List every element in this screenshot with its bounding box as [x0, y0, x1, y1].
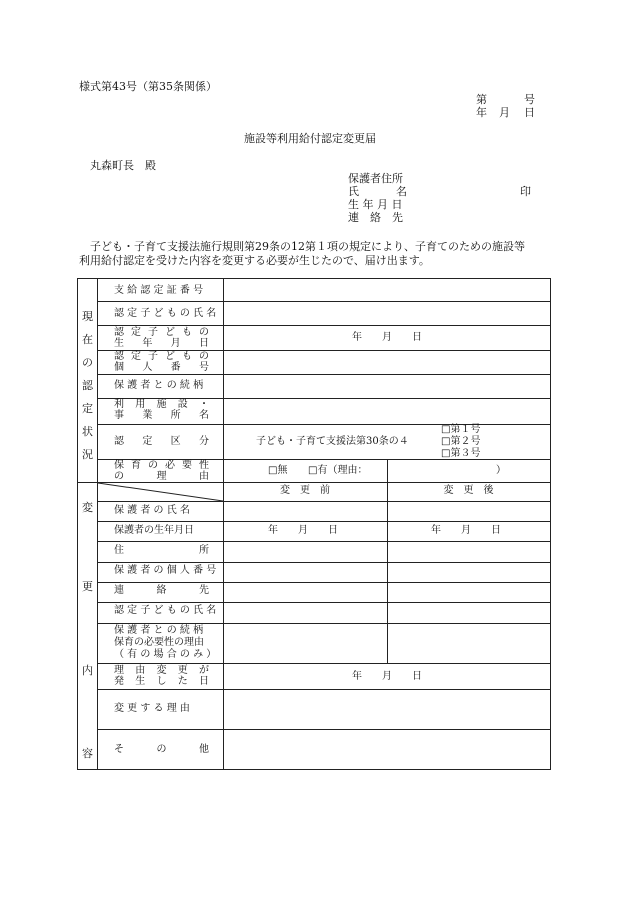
side-label-current-6: 状	[82, 425, 93, 438]
label-child-birth-line1: 認 定 子 ど も の	[114, 327, 209, 338]
label-child-id-line2: 個 人 番 号	[114, 362, 209, 373]
checkbox-category-2[interactable]: □第２号	[441, 436, 481, 447]
date-month: 月	[499, 106, 510, 119]
label-guardian-birth: 保護者の生年月日	[114, 525, 194, 536]
label-change-child-name: 認 定 子 ど も の 氏 名	[114, 605, 217, 616]
contact-label: 連 絡 先	[348, 211, 403, 224]
checkbox-yes-reason[interactable]: □有（理由：	[308, 465, 368, 476]
side-label-change-3: 内	[82, 664, 93, 677]
date-year: 年	[476, 106, 487, 119]
label-child-name: 認 定 子 ど も の 氏 名	[114, 308, 217, 319]
label-change-reason: 変 更 す る 理 由	[114, 703, 190, 714]
checkbox-category-1[interactable]: □第１号	[441, 424, 481, 435]
side-label-current-4: 認	[82, 379, 93, 392]
label-other: そ の 他	[114, 744, 209, 755]
label-guardian-id: 保 護 者 の 個 人 番 号	[114, 565, 217, 576]
reason-close-paren: ）	[496, 465, 506, 476]
label-care-reason-change-line2: （ 有 の 場 合 の み ）	[114, 649, 217, 660]
value-before-birth: 年 月 日	[268, 525, 338, 536]
side-label-current-1: 現	[82, 310, 93, 323]
change-notification-table	[77, 278, 551, 770]
body-text-line-2: 利用給付認定を受けた内容を変更する必要が生じたので、届け出ます。	[79, 254, 430, 267]
label-change-relationship: 保 護 者 と の 続 柄	[114, 625, 204, 636]
column-header-before: 変 更 前	[280, 485, 330, 496]
column-header-after: 変 更 後	[443, 485, 494, 496]
side-label-change-1: 変	[82, 501, 93, 514]
value-law-article: 子ども・子育て支援法第30条の４	[256, 436, 409, 447]
guardian-name-label-1: 氏	[348, 185, 359, 198]
value-reason-change-date: 年 月 日	[352, 671, 422, 682]
side-label-change-2: 更	[82, 580, 93, 593]
date-day: 日	[524, 106, 535, 119]
side-label-current-5: 定	[82, 402, 93, 415]
guardian-name-label-2: 名	[396, 185, 407, 198]
side-label-current-2: 在	[82, 333, 93, 346]
birth-date-label: 生 年 月 日	[348, 198, 403, 211]
checkbox-none[interactable]: □無	[268, 465, 288, 476]
label-reason-change-date-line2: 発 生 し た 日	[114, 676, 209, 687]
label-reason-change-date-line1: 理 由 変 更 が	[114, 665, 209, 676]
number-go: 号	[524, 93, 535, 106]
document-title: 施設等利用給付認定変更届	[244, 132, 376, 145]
label-contact: 連 絡 先	[114, 585, 209, 596]
number-dai: 第	[476, 93, 487, 106]
form-number: 様式第43号（第35条関係）	[79, 80, 217, 93]
label-child-birth-line2: 生 年 月 日	[114, 338, 209, 349]
label-facility-line1: 利 用 施 設 ・	[114, 399, 209, 410]
diagonal-line	[98, 483, 223, 501]
guardian-address-label: 保護者住所	[348, 172, 403, 185]
checkbox-category-3[interactable]: □第３号	[441, 448, 481, 459]
value-child-birth-date: 年 月 日	[352, 332, 422, 343]
label-facility-line2: 事 業 所 名	[114, 410, 209, 421]
side-label-current-7: 況	[82, 448, 93, 461]
label-care-reason-line2: の 理 由	[114, 471, 209, 482]
side-label-change-4: 容	[82, 747, 93, 760]
label-certification-category: 認 定 区 分	[114, 436, 209, 447]
label-care-reason-line1: 保 育 の 必 要 性	[114, 460, 209, 471]
label-relationship: 保 護 者 と の 続 柄	[114, 380, 204, 391]
seal-mark: 印	[520, 185, 531, 198]
label-child-id-line1: 認 定 子 ど も の	[114, 351, 209, 362]
label-guardian-name: 保 護 者 の 氏 名	[114, 505, 190, 516]
side-label-current-3: の	[82, 356, 93, 369]
addressee: 丸森町長 殿	[90, 159, 156, 172]
label-address: 住 所	[114, 545, 209, 556]
body-text-line-1: 子ども・子育て支援法施行規則第29条の12第１項の規定により、子育てのための施設等	[90, 240, 525, 253]
value-after-birth: 年 月 日	[431, 525, 501, 536]
label-care-reason-change-line1: 保育の必要性の理由	[114, 637, 204, 648]
label-certificate-number: 支 給 認 定 証 番 号	[114, 285, 204, 296]
